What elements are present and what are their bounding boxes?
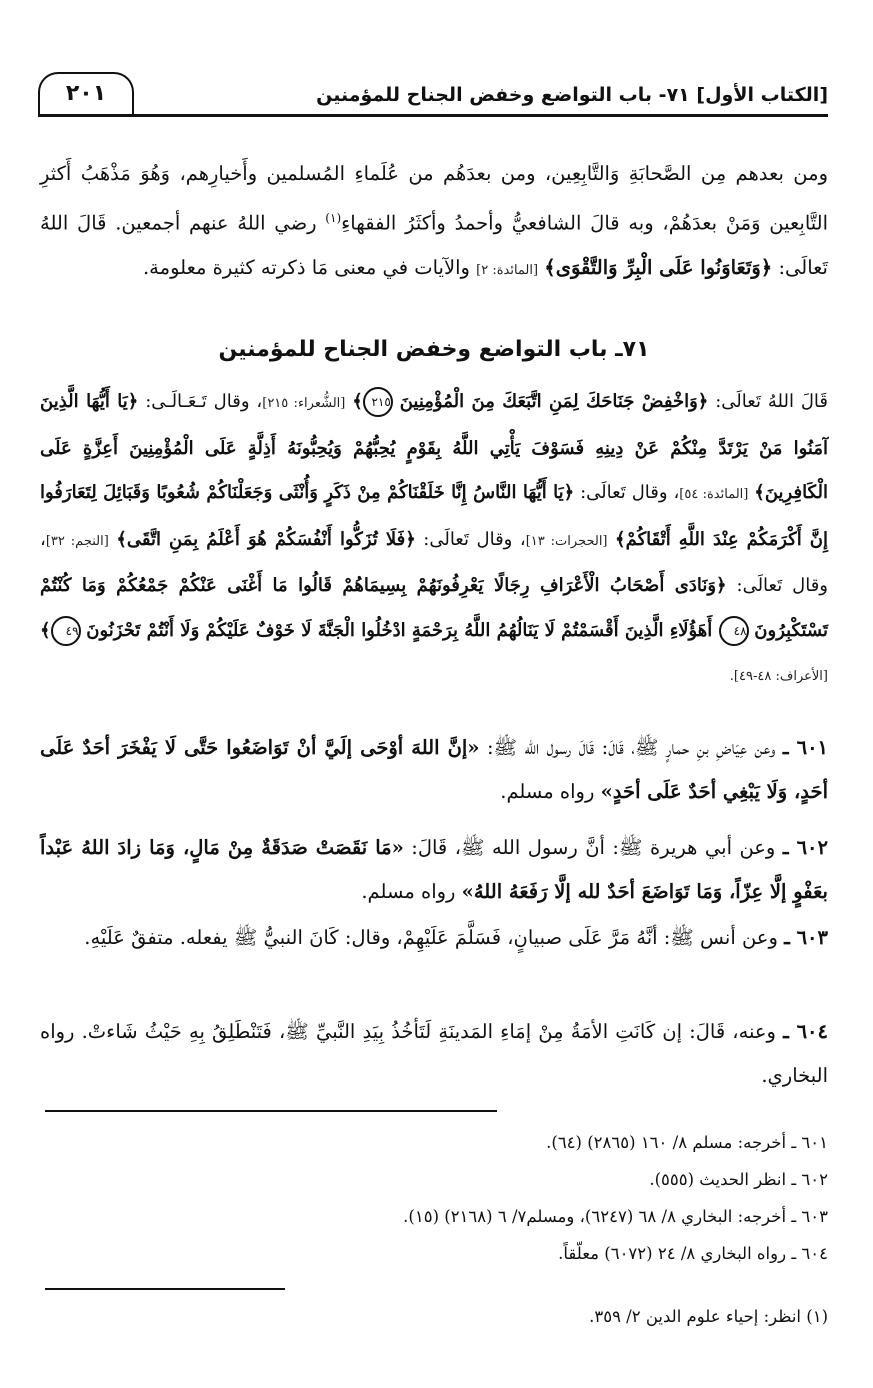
header-divider: [38, 114, 828, 117]
intro-text-end: والآيات في معنى مَا ذكرته كثيرة معلومة.: [142, 255, 477, 279]
verse-3-intro: ، وقال تَعالَى:: [574, 482, 680, 503]
quran-verse: ﴿وَتَعَاوَنُوا عَلَى الْبِرِّ وَالتَّقْوَى﴾: [544, 255, 773, 279]
footnote-marker: (١): [325, 211, 342, 225]
verses-paragraph: [40, 380, 828, 700]
page-number: ٢٠١: [38, 72, 134, 114]
verse-number-sign: ٤٩: [51, 616, 81, 646]
footnote-603: ٦٠٣ ـ أخرجه: البخاري ٨/ ٦٨ (٦٢٤٧)، ومسلم٧/ ٦ (٢١٦٨) (١٥).: [403, 1207, 828, 1226]
page-header: [38, 70, 828, 122]
verse-5-text-b: أَهَؤُلَاءِ الَّذِينَ أَقْسَمْتُمْ لَا يَنَالُهُمُ اللَّهُ بِرَحْمَةٍ ادْخُلُوا الْجَنَّةَ لَا خَوْفٌ عَلَيْكُمْ وَلَا أَنْتُمْ تَحْزَنُونَ: [86, 619, 719, 641]
hadith-number: ٦٠١ ـ: [782, 736, 829, 759]
hadith-number: ٦٠٢ ـ: [782, 836, 828, 859]
hadith-601: [40, 726, 828, 814]
verse-4-intro: ، وقال تَعالَى:: [415, 528, 526, 550]
verse-5-close: ﴾: [39, 619, 51, 641]
verse-reference: [المائدة: ٢]: [476, 262, 539, 278]
hadith-source: رواه مسلم.: [361, 880, 462, 903]
footnote-604: ٦٠٤ ـ رواه البخاري ٨/ ٢٤ (٦٠٧٢) معلّقاً.: [558, 1244, 828, 1263]
verse-5-intro: ، وقال تَعالَى:: [40, 528, 828, 596]
hadith-number: ٦٠٣ ـ: [784, 926, 828, 949]
verse-2-intro: ، وقال تَـعَـالَـى:: [138, 391, 263, 412]
hadith-narration: وعن عِيَاضِ بنِ حمارٍ ﷺ، قَالَ: قَالَ رسول الله ﷺ:: [479, 736, 783, 759]
hadith-602: [40, 826, 828, 914]
intro-paragraph: [40, 152, 828, 293]
verse-3-reference: [الحجرات: ١٣]: [525, 533, 608, 549]
verse-5-text-a: ﴿وَنَادَى أَصْحَابُ الْأَعْرَافِ رِجَالًا يَعْرِفُونَهُمْ بِسِيمَاهُمْ قَالُوا مَا أَغْنَى عَنْكُمْ جَمْعُكُمْ وَمَا كُنْتُمْ تَسْتَكْبِرُونَ: [40, 575, 828, 641]
hadith-narration: وعنه، قَالَ: إن كَانَتِ الأمَةُ مِنْ إمَاءِ المَدينَةِ لَتَأخُذُ بِيَدِ النَّبيِّ ﷺ، فَتَنْطَلِقُ بِهِ حَيْثُ شَاءتْ. رواه البخاري.: [40, 1020, 828, 1087]
verse-3-text: ﴿يَا أَيُّهَا النَّاسُ إِنَّا خَلَقْنَاكُمْ مِنْ ذَكَرٍ وَأُنْثَى وَجَعَلْنَاكُمْ شُعُوبًا وَقَبَائِلَ لِتَعَارَفُوا إِنَّ أَكْرَمَكُمْ عِنْدَ اللَّهِ أَتْقَاكُمْ﴾: [40, 482, 828, 550]
footnote-divider: [45, 1110, 497, 1112]
verse-1-close: ﴾: [352, 391, 363, 412]
verse-number-sign: ٤٨: [719, 616, 749, 646]
footnote-601: ٦٠١ ـ أخرجه: مسلم ٨/ ١٦٠ (٢٨٦٥) (٦٤).: [546, 1133, 828, 1152]
hadith-number: ٦٠٤ ـ: [783, 1020, 828, 1043]
intro-text-after-marker: رضي اللهُ عنهم أجمعين. قَالَ اللهُ تَعالَى:: [40, 211, 828, 279]
footnotes: [40, 1124, 828, 1272]
verse-4-reference: [النجم: ٣٢]: [45, 533, 109, 549]
footnote-602: ٦٠٢ ـ انظر الحديث (٥٥٥).: [649, 1170, 828, 1189]
verse-1-reference: [الشُّعراء: ٢١٥]: [262, 396, 346, 411]
footnote-divider-secondary: [45, 1288, 285, 1290]
verse-2-text: ﴿يَا أَيُّهَا الَّذِينَ آمَنُوا مَنْ يَرْتَدَّ مِنْكُمْ عَنْ دِينِهِ فَسَوْفَ يَأْتِي اللَّهُ بِقَوْمٍ يُحِبُّهُمْ وَيُحِبُّونَهُ أَذِلَّةٍ عَلَى الْمُؤْمِنِينَ أَعِزَّةٍ عَلَى الْكَافِرِينَ﴾: [40, 391, 828, 503]
hadith-narration: وعن أنس ﷺ: أنَّهُ مَرَّ عَلَى صبيانٍ، فَسَلَّمَ عَلَيْهِمْ، وقال: كَانَ النبيُّ ﷺ يفعله. متفقٌ عَلَيْهِ.: [84, 926, 785, 949]
running-title: [الكتاب الأول] ٧١- باب التواضع وخفض الجناح للمؤمنين: [316, 84, 828, 106]
intro-text: ومن بعدهم مِن الصَّحابَةِ وَالتَّابِعِين، ومن بعدَهُم من عُلَماءِ المُسلمين وأَخيارِهم، وَهُوَ مَذْهَبُ أَكثرِ التَّابِعين وَمَنْ بعدَهُمْ، وبه قالَ الشافعيُّ وأحمدُ وأكثَرُ الفقهاءِ: [40, 162, 828, 235]
hadith-source: رواه مسلم.: [500, 780, 601, 803]
verse-number-sign: ٢١٥: [363, 387, 393, 417]
footnote-note: (١) انظر: إحياء علوم الدين ٢/ ٣٥٩.: [589, 1307, 828, 1326]
verse-1-intro: قَالَ اللهُ تَعالَى:: [708, 391, 828, 412]
hadith-narration: وعن أبي هريرة ﷺ: أنَّ رسول الله ﷺ، قَالَ:: [403, 836, 783, 859]
hadith-quote: «مَا نَقَصَتْ صَدَقَةٌ مِنْ مَالٍ، وَمَا زادَ اللهُ عَبْداً بعَفْوٍ إلَّا عِزّاً، وَمَا تَوَاضَعَ أحَدٌ لله إلَّا رَفَعَهُ اللهُ»: [40, 836, 828, 903]
verse-2-reference: [المائدة: ٥٤]: [679, 487, 749, 502]
verse-5-reference: [الأعراف: ٤٨-٤٩].: [729, 669, 828, 684]
verse-4-text: ﴿فَلَا تُزَكُّوا أَنْفُسَكُمْ هُوَ أَعْلَمُ بِمَنِ اتَّقَى﴾: [116, 528, 416, 550]
hadith-604: [40, 1010, 828, 1098]
verse-1-text: ﴿وَاخْفِضْ جَنَاحَكَ لِمَنِ اتَّبَعَكَ مِنَ الْمُؤْمِنِينَ: [399, 391, 709, 412]
hadith-603: [40, 916, 828, 960]
hadith-quote: «إنَّ اللهَ أوْحَى إلَيَّ أنْ تَوَاضَعُوا حَتَّى لَا يَفْخَرَ أحَدٌ عَلَى أحَدٍ، وَلَا يَبْغِي أحَدٌ عَلَى أحَدٍ»: [40, 736, 828, 803]
chapter-title: ٧١ـ باب التواضع وخفض الجناح للمؤمنين: [218, 337, 650, 362]
